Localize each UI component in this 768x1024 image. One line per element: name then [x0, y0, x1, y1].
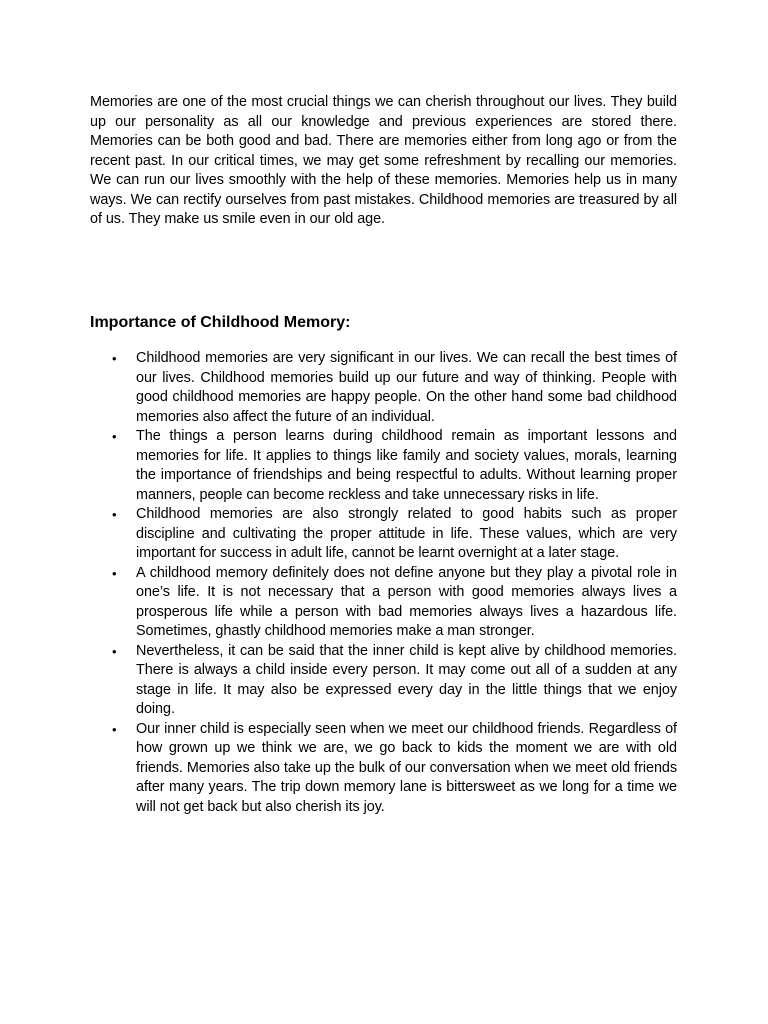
bullet-icon: • — [112, 507, 117, 522]
list-item-text: Our inner child is especially seen when we meet our childhood friends. Regardless of how grown up we think we are, we go back to kids the moment we are with old friends. Memories also take up the bulk of our conversation when we meet old friends after many years. The trip down memory lane is bittersweet as we long for a time we will not get back but also cherish its joy. — [136, 720, 677, 815]
list-item — [112, 564, 677, 642]
bullet-icon: • — [112, 429, 117, 444]
intro-paragraph: Memories are one of the most crucial things we can cherish throughout our lives. They build up our personality as all our knowledge and previous experiences are stored there. Memories can be both good and bad. There are memories either from long ago or from the recent past. In our critical times, we may get some refreshment by recalling our memories. We can run our lives smoothly with the help of these memories. Memories help us in many ways. We can rectify ourselves from past mistakes. Childhood memories are treasured by all of us. They make us smile even in our old age. — [90, 94, 677, 227]
bullet-list — [112, 349, 677, 817]
list-item — [112, 642, 677, 720]
list-item — [112, 427, 677, 505]
list-item — [112, 505, 677, 564]
bullet-icon: • — [112, 351, 117, 366]
list-item — [112, 720, 677, 818]
list-item-text: A childhood memory definitely does not define anyone but they play a pivotal role in one’s life. It is not necessary that a person with good memories always lives a prosperous life while a person with bad memories always lives a hazardous life. Sometimes, ghastly childhood memories make a man stronger. — [136, 564, 677, 639]
list-item-text: The things a person learns during childhood remain as important lessons and memories for life. It applies to things like family and society values, morals, learning the importance of friendships and being respectful to adults. Without learning proper manners, people can become reckless and take unnecessary risks in life. — [136, 428, 677, 503]
section-heading: Importance of Childhood Memory: — [90, 314, 351, 331]
list-item-text: Childhood memories are very significant in our lives. We can recall the best times of our lives. Childhood memories build up our future and way of thinking. People with good childhood memories are happy people. On the other hand some bad childhood memories also affect the future of an individual. — [136, 350, 677, 425]
list-item — [112, 349, 677, 427]
bullet-icon: • — [112, 565, 117, 581]
bullet-icon: • — [112, 643, 117, 659]
list-item-text: Childhood memories are also strongly related to good habits such as proper discipline and cultivating the proper attitude in life. These values, which are very important for success in adult life, cannot be learnt overnight at a later stage. — [136, 506, 677, 561]
bullet-icon: • — [112, 721, 117, 737]
list-item-text: Nevertheless, it can be said that the inner child is kept alive by childhood memories. There is always a child inside every person. It may come out all of a sudden at any stage in life. It may also be expressed every day in the little things that we enjoy doing. — [136, 642, 677, 717]
